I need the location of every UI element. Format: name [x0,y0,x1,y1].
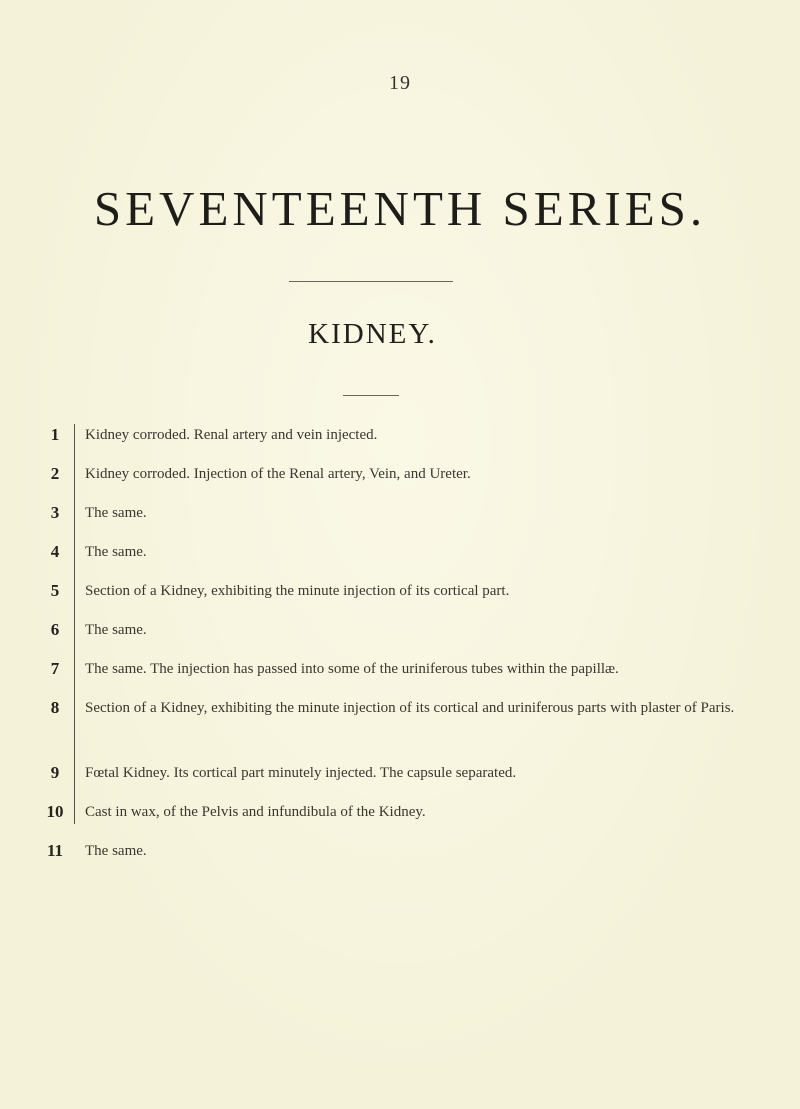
list-item [36,541,776,580]
page-number: 19 [389,72,411,94]
entry-number: 8 [50,698,60,717]
list-item [36,762,776,801]
entry-description: Section of a Kidney, exhibiting the minute injection of its cortical part. [85,583,510,599]
entry-description: The same. [85,544,147,560]
entry-description: The same. [85,843,147,859]
entry-number: 1 [50,425,60,444]
list-item [36,580,776,619]
entry-number: 9 [50,763,60,782]
series-title: SEVENTEENTH SERIES. [93,181,707,236]
entry-description: Kidney corroded. Renal artery and vein injected. [85,427,378,443]
list-item [36,840,776,879]
list-item [36,424,776,463]
entry-description: Kidney corroded. Injection of the Renal artery, Vein, and Ureter. [85,466,471,482]
entry-number: 10 [46,802,64,821]
entry-description: Fœtal Kidney. Its cortical part minutely injected. The capsule separated. [85,765,517,781]
number-column-rule [74,424,75,824]
entry-number: 4 [50,542,60,561]
list-item [36,801,776,840]
entry-number: 7 [50,659,60,678]
entry-number: 3 [50,503,60,522]
list-item [36,658,776,697]
list-item [36,697,776,762]
list-item [36,502,776,541]
entry-number: 2 [50,464,60,483]
section-title: KIDNEY. [308,318,437,350]
section-divider [343,395,399,396]
entry-description: The same. The injection has passed into some of the uriniferous tubes within the papillæ. [85,661,619,677]
entry-number: 6 [50,620,60,639]
specimen-list [36,424,776,879]
list-item [36,463,776,502]
entry-number: 11 [46,841,64,860]
entry-description: Section of a Kidney, exhibiting the minute injection of its cortical and uriniferous parts with plaster of Paris. [85,700,735,716]
entry-description: Cast in wax, of the Pelvis and infundibula of the Kidney. [85,804,426,820]
title-divider [289,281,453,282]
list-item [36,619,776,658]
entry-description: The same. [85,622,147,638]
entry-description: The same. [85,505,147,521]
entry-number: 5 [50,581,60,600]
